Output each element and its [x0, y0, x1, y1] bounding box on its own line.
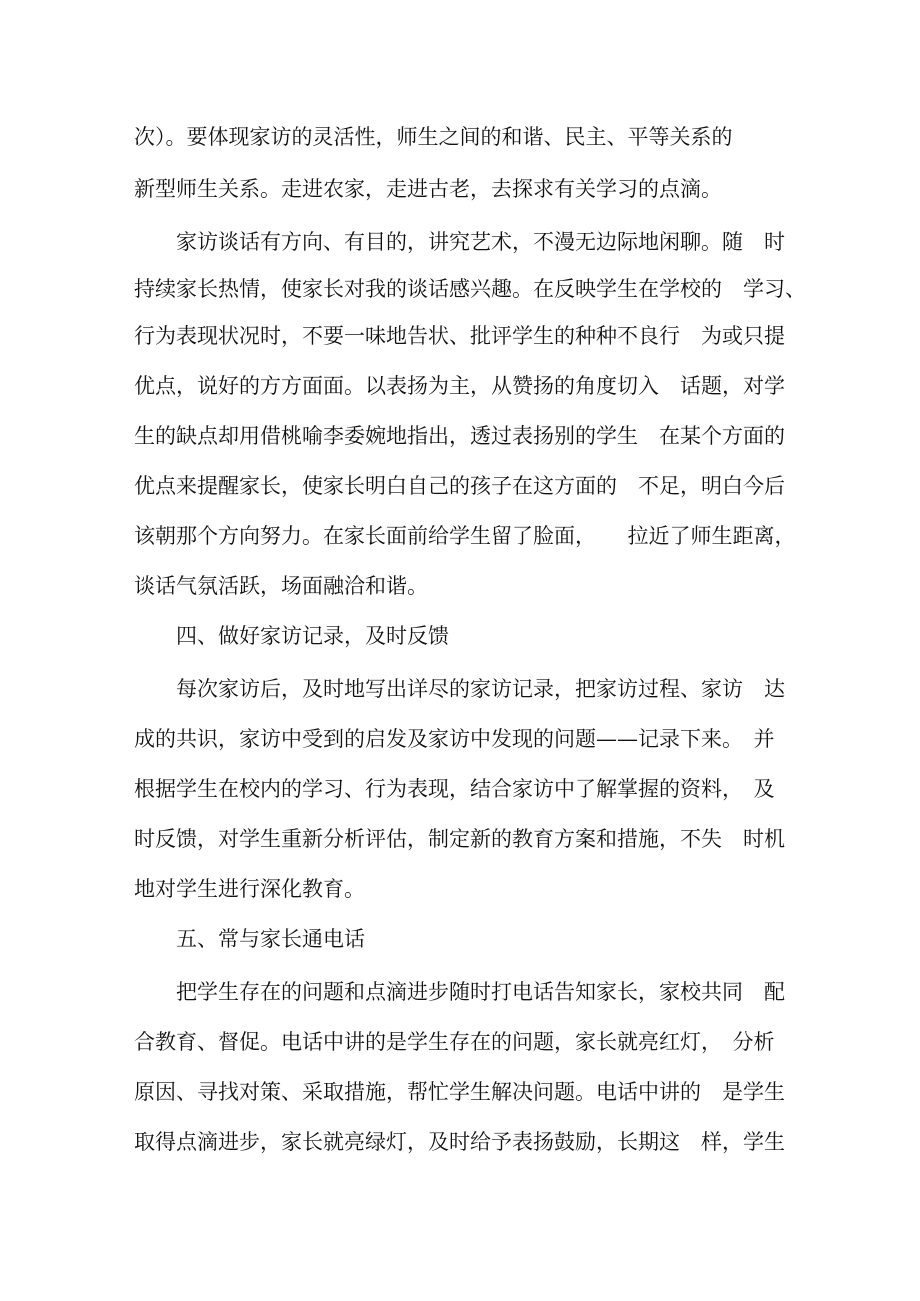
text-line: 次）。要体现家访的灵活性，师生之间的和谐、民主、平等关系的: [134, 125, 733, 149]
text-line: 合教育、督促。电话中讲的是学生存在的问题，家长就亮红灯， 分析: [134, 1030, 775, 1054]
text-line: 时反馈，对学生重新分析评估，制定新的教育方案和措施，不失 时机: [134, 827, 785, 851]
text-line: 每次家访后，及时地写出详尽的家访记录，把家访过程、家访 达: [134, 677, 785, 701]
text-line: 成的共识，家访中受到的启发及家访中发现的问题——记录下来。 并: [134, 727, 775, 751]
text-line: 持续家长热情，使家长对我的谈话感兴趣。在反映学生在学校的 学习、: [134, 277, 806, 301]
text-line: 优点来提醒家长，使家长明白自己的孩子在这方面的 不足，明白今后: [134, 474, 785, 498]
text-line: 生的缺点却用借桃喻李委婉地指出，透过表扬别的学生 在某个方面的: [134, 424, 785, 448]
text-line: 优点，说好的方方面面。以表扬为主，从赞扬的角度切入 话题，对学: [134, 374, 785, 398]
text-line: 地对学生进行深化教育。: [134, 877, 365, 901]
text-line: 家访谈话有方向、有目的，讲究艺术，不漫无边际地闲聊。随 时: [134, 230, 785, 254]
section-heading: 四、做好家访记录，及时反馈: [134, 624, 449, 648]
text-line: 行为表现状况时，不要一味地告状、批评学生的种种不良行 为或只提: [134, 324, 785, 348]
text-line: 新型师生关系。走进农家，走进古老，去探求有关学习的点滴。: [134, 177, 722, 201]
text-line: 根据学生在校内的学习、行为表现，结合家访中了解掌握的资料， 及: [134, 777, 775, 801]
text-line: 把学生存在的问题和点滴进步随时打电话告知家长，家校共同 配: [134, 980, 785, 1004]
text-line: 取得点滴进步，家长就亮绿灯，及时给予表扬鼓励，长期这 样，学生: [134, 1130, 785, 1154]
text-line: 谈话气氛活跃，场面融洽和谐。: [134, 574, 428, 598]
text-line: 该朝那个方向努力。在家长面前给学生留了脸面， 拉近了师生距离，: [134, 524, 796, 548]
section-heading: 五、常与家长通电话: [134, 927, 365, 951]
text-line: 原因、寻找对策、采取措施，帮忙学生解决问题。电话中讲的 是学生: [134, 1080, 785, 1104]
